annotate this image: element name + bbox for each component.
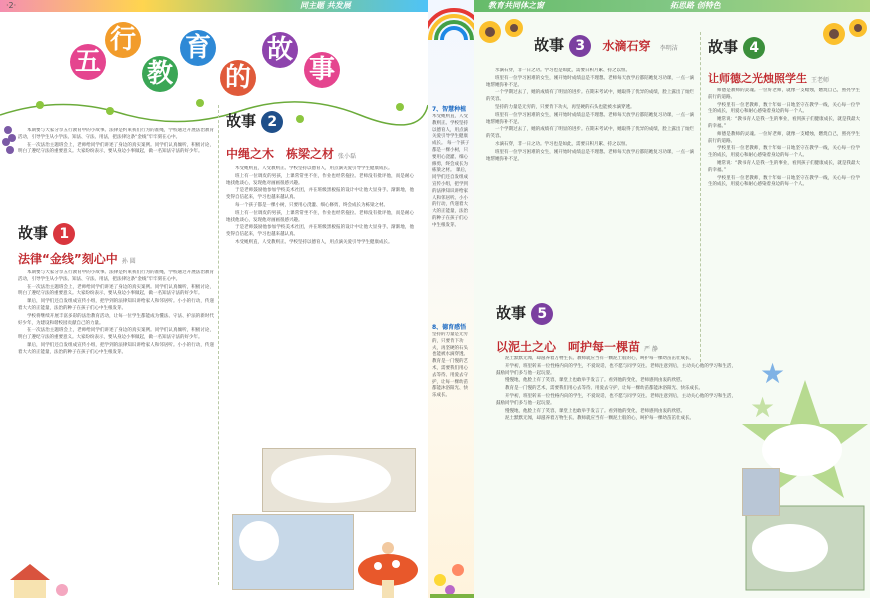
story2-photo	[262, 448, 416, 512]
title-char: 事	[304, 52, 340, 88]
title-char: 五	[70, 44, 106, 80]
gutter-text-7: 木受绳则直，人受教则正。学校坚持以德育人，用点滴关爱引导学生健康成长。 每一个孩子都是一棵小树，只要用心浇灌、细心修剪，终会成长为栋梁之材。 课后，同学们还自发组成宣传小组，把学到的法律知识讲给家人和邻居听。小小的行动，传递着大大的正能量，法治的种子在孩子们心中生根发芽。	[432, 114, 470, 228]
column-divider	[700, 32, 701, 362]
gutter-text-8: 坚持的力量是无穷的，只要肯下功夫，再坚硬的石头也能被水滴穿透。 教育是一门慢的艺术，需要我们用心去等待、用爱去守护，让每一棵幼苗都能沐浴阳光、快乐成长。	[432, 332, 468, 399]
story-number-badge: 1	[53, 223, 75, 245]
title-char: 的	[220, 60, 256, 96]
title-char: 行	[105, 22, 141, 58]
photo-blur	[239, 521, 279, 561]
story3-heading: 故事 3 水滴石穿 李明洁	[534, 34, 678, 57]
header-slogan: 同主题 共发展	[300, 1, 351, 10]
header-tag: 拓思路 创特色	[670, 1, 721, 10]
column-divider	[218, 105, 219, 585]
story-number-badge: 5	[531, 303, 553, 325]
star-icon: ★	[750, 391, 776, 424]
left-page	[0, 0, 428, 598]
story2-body: 木受绳则直，人受教则正。学校坚持以德育人，用点滴关爱引导学生健康成长。 班上有一位调皮的男孩，上课常常坐不住，作业也经常拖拉。老师没有批评他，而是耐心地找他谈心，发现他对画画很感兴趣。 于是老师鼓励他参加学校美术社团，并在班级黑板报的设计中让他大显身手。渐渐地，他变得自信起来，学习也越来越认真。 每一个孩子都是一棵小树，只要用心浇灌、细心修剪，终会成长为栋梁之材。 班上有一位调皮的男孩，上课常常坐不住，作业也经常拖拉。老师没有批评他，而是耐心地找他谈心，发现他对画画很感兴趣。 于是老师鼓励他参加学校美术社团，并在班级黑板报的设计中让他大显身手。渐渐地，他变得自信起来，学习也越来越认真。 木受绳则直，人受教则正。学校坚持以德育人，用点滴关爱引导学生健康成长。	[226, 166, 414, 245]
mushroom-kid-illustration	[352, 540, 424, 598]
story4-subtitle: 让师德之光烛照学生 王老师	[708, 72, 830, 85]
photo-blur	[271, 455, 391, 503]
story5-heading: 故事 5	[496, 302, 553, 325]
story2-photo-2	[232, 514, 354, 590]
story5-subtitle: 以泥土之心 呵护每一棵苗 严 静	[496, 340, 658, 354]
title-char: 育	[180, 30, 216, 66]
title-char: 教	[142, 56, 178, 92]
header-band	[0, 0, 428, 12]
grape-icon	[0, 120, 18, 180]
header-slogan: 教育共同体之窗	[488, 1, 544, 10]
story5-body: 泥土默默无闻，却滋养着万物生长。教师就应当有一颗泥土般的心，呵护每一棵幼苗茁壮成长。 开学初，班里转来一位性格内向的学生，不爱说话，也不愿与同学交往。老师注意到后，主动关心他的学习和生活，鼓励同学们多与他一起玩耍。 慢慢地，他脸上有了笑容，课堂上也敢举手发言了。看到他的变化，老师感到由衷的欣慰。 教育是一门慢的艺术，需要我们用心去等待、用爱去守护，让每一棵幼苗都能沐浴阳光、快乐成长。 开学初，班里转来一位性格内向的学生，不爱说话，也不愿与同学交往。老师注意到后，主动关心他的学习和生活，鼓励同学们多与他一起玩耍。 慢慢地，他脸上有了笑容，课堂上也敢举手发言了。看到他的变化，老师感到由衷的欣慰。 泥土默默无闻，却滋养着万物生长。教师就应当有一颗泥土般的心，呵护每一棵幼苗茁壮成长。	[496, 356, 736, 422]
right-page	[474, 0, 870, 598]
photo	[742, 468, 780, 516]
story1-subtitle: 法律“金线”刻心中 孙 圆	[18, 252, 136, 266]
story-number-badge: 3	[569, 35, 591, 57]
story2-subtitle: 中绳之木 栋梁之材 张小磊	[226, 147, 357, 161]
story4-body: 师德是教师的灵魂。一位好老师，就像一支蜡烛，燃烧自己，照亮学生前行的道路。 学校里有一位老教师，数十年如一日地坚守在教学一线，关心每一位学生的成长，用爱心和耐心感染着身边的每一个人。 她常说：“教书育人是我一生的事业，看到孩子们健康成长，就是我最大的幸福。” 师德是教师的灵魂。一位好老师，就像一支蜡烛，燃烧自己，照亮学生前行的道路。 学校里有一位老教师，数十年如一日地坚守在教学一线，关心每一位学生的成长，用爱心和耐心感染着身边的每一个人。 她常说：“教书育人是我一生的事业，看到孩子们健康成长，就是我最大的幸福。” 学校里有一位老教师，数十年如一日地坚守在教学一线，关心每一位学生的成长，用爱心和耐心感染着身边的每一个人。	[708, 88, 860, 188]
sunflower-icon	[476, 14, 526, 50]
story1-heading: 故事 1	[18, 222, 75, 245]
house-icon	[0, 560, 80, 598]
story4-heading: 故事 4	[708, 36, 765, 59]
story3-body: 水滴石穿，非一日之功。学习也是如此，需要日积月累、持之以恒。 班里有一位学习困难的女生，刚开始时成绩总是不理想。老师每天放学后都陪她复习功课，一点一滴地帮她弥补不足。 一个学期过去了，她的成绩有了明显的进步。在期末考试中，她取得了优异的成绩，脸上露出了灿烂的笑容。 坚持的力量是无穷的，只要肯下功夫，再坚硬的石头也能被水滴穿透。 班里有一位学习困难的女生，刚开始时成绩总是不理想。老师每天放学后都陪她复习功课，一点一滴地帮她弥补不足。 一个学期过去了，她的成绩有了明显的进步。在期末考试中，她取得了优异的成绩，脸上露出了灿烂的笑容。 水滴石穿，非一日之功。学习也是如此，需要日积月累、持之以恒。 班里有一位学习困难的女生，刚开始时成绩总是不理想。老师每天放学后都陪她复习功课，一点一滴地帮她弥补不足。	[486, 68, 694, 162]
gutter-section-7: 7、智慧种植	[432, 106, 467, 113]
rainbow-icon	[428, 0, 474, 40]
gutter-section-8: 8、德育感悟	[432, 324, 467, 331]
story3-subtitle: 水滴石穿	[602, 39, 651, 53]
center-gutter	[428, 0, 474, 598]
story-number-badge: 4	[743, 37, 765, 59]
story1-body: 本期要与大家分享五行教育中的小故事。法律是约束我们行为的准绳，学校通过开展法治教育活动，引导学生从小学法、知法、守法、用法，把法律这条“金线”牢牢刻在心中。 在一次法治主题班会上，老师给同学们讲述了身边的真实案例。同学们认真倾听，积极讨论，明白了遵纪守法的重要意义。大家纷纷表示，要从身边小事做起，做一名知法守法的好少年。 课后，同学们还自发组成宣传小组，把学到的法律知识讲给家人和邻居听。小小的行动，传递着大大的正能量，法治的种子在孩子们心中生根发芽。 学校将继续开展丰富多彩的法治教育活动，让每一位学生都能成为懂法、守法、护法的新时代好少年，为建设和谐校园贡献自己的力量。 在一次法治主题班会上，老师给同学们讲述了身边的真实案例。同学们认真倾听，积极讨论，明白了遵纪守法的重要意义。大家纷纷表示，要从身边小事做起，做一名知法守法的好少年。 课后，同学们还自发组成宣传小组，把学到的法律知识讲给家人和邻居听。小小的行动，传递着大大的正能量，法治的种子在孩子们心中生根发芽。	[18, 270, 214, 355]
page-number: ·2·	[6, 1, 17, 10]
sunflower-icon	[820, 14, 870, 54]
intro-text: 本期要与大家分享五行教育中的小故事。法律是约束我们行为的准绳，学校通过开展法治教育活动，引导学生从小学法、知法、守法、用法，把法律这条“金线”牢牢刻在心中。 在一次法治主题班会上，老师给同学们讲述了身边的真实案例。同学们认真倾听，积极讨论，明白了遵纪守法的重要意义。大家纷纷表示，要从身边小事做起，做一名知法守法的好少年。	[18, 128, 214, 155]
title-char: 故	[262, 32, 298, 68]
story2-heading: 故事 2	[226, 110, 283, 133]
flowers-decoration	[430, 540, 474, 598]
star-icon: ★	[760, 357, 786, 390]
story-number-badge: 2	[261, 111, 283, 133]
